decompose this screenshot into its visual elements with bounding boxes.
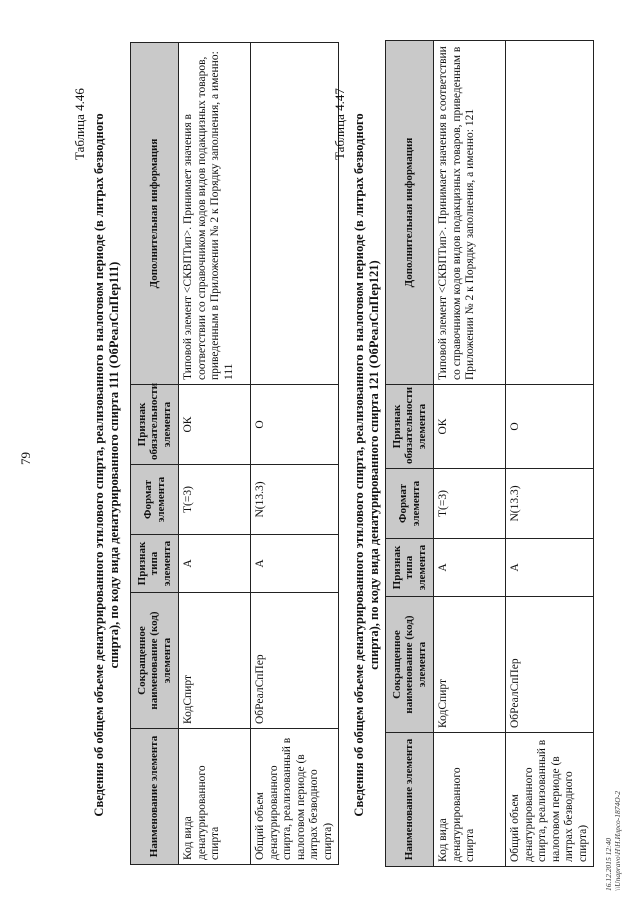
table-header-row	[131, 43, 179, 865]
table-title-line: Сведения об общем объеме денатурированного этилового спирта, реализованного в налоговом периоде (в литрах безводного	[352, 113, 366, 817]
table-cell: ОК	[179, 385, 251, 465]
table-cell: О	[251, 385, 339, 465]
table-header-row	[386, 41, 434, 867]
table-cell: О	[506, 385, 594, 469]
column-header: Признак обязательности элемента	[386, 385, 434, 469]
table-row	[251, 43, 339, 865]
page-number: 79	[18, 452, 33, 465]
table-cell: Код вида денатурированного спирта	[179, 729, 251, 865]
column-header: Сокращенное наименование (код) элемента	[131, 593, 179, 729]
table-number: Таблица 4.47	[332, 88, 347, 160]
table-cell: А	[179, 535, 251, 593]
table-cell: КодСпирт	[434, 597, 506, 733]
column-header: Признак типа элемента	[131, 535, 179, 593]
table-number: Таблица 4.46	[72, 88, 87, 160]
table-cell: ОбРеалСпПер	[251, 593, 339, 729]
column-header: Признак типа элемента	[386, 539, 434, 597]
table-cell: А	[506, 539, 594, 597]
table-cell: А	[251, 535, 339, 593]
table-row	[179, 43, 251, 865]
footer-stamp	[604, 791, 622, 891]
table-cell: КодСпирт	[179, 593, 251, 729]
table-cell: Т(=3)	[434, 469, 506, 539]
column-header: Формат элемента	[386, 469, 434, 539]
column-header: Формат элемента	[131, 465, 179, 535]
table-cell	[251, 43, 339, 385]
table-cell: Общий объем денатурированного спирта, реализованный в налоговом периоде (в литрах безводного спирта)	[251, 729, 339, 865]
table-cell: N(13.3)	[506, 469, 594, 539]
table-title-line: спирта), по коду вида денатурированного спирта 111 (ОбРеалСпПер111)	[107, 261, 121, 669]
column-header: Дополнительная информация	[386, 41, 434, 385]
footer-line: 16.12.2015 12:40	[604, 837, 613, 891]
table-row	[434, 41, 506, 867]
column-header: Дополнительная информация	[131, 43, 179, 385]
table-cell: Типовой элемент <СКВПТип>. Принимает значения в соответствии со справочником кодов видов подакцизных товаров, приведенным в Приложении № 2 к Порядку заполнения, а именно: 111	[179, 43, 251, 385]
table-title	[352, 65, 382, 865]
table-cell: Общий объем денатурированного спирта, реализованный в налоговом периоде (в литрах безводного спирта)	[506, 733, 594, 867]
column-header: Наименование элемента	[131, 729, 179, 865]
column-header: Наименование элемента	[386, 733, 434, 867]
table-cell: N(13.3)	[251, 465, 339, 535]
table-cell	[506, 41, 594, 385]
table-title-line: Сведения об общем объеме денатурированного этилового спирта, реализованного в налоговом периоде (в литрах безводного	[92, 113, 106, 817]
table-title	[92, 65, 122, 865]
column-header: Признак обязательности элемента	[131, 385, 179, 465]
table-cell: ОбРеалСпПер	[506, 597, 594, 733]
table-row	[506, 41, 594, 867]
data-table-2	[385, 40, 594, 867]
table-cell: Код вида денатурированного спирта	[434, 733, 506, 867]
table-cell: Типовой элемент <СКВПТип>. Принимает значения в соответствии со справочником кодов видов подакцизных товаров, приведенным в Приложении № 2 к Порядку заполнения, а именно: 121	[434, 41, 506, 385]
data-table-1	[130, 42, 339, 865]
table-cell: А	[434, 539, 506, 597]
footer-line: \\Unapravo\H\Н.Илрсо-1874О-2	[613, 791, 622, 891]
table-cell: Т(=3)	[179, 465, 251, 535]
table-cell: ОК	[434, 385, 506, 469]
column-header: Сокращенное наименование (код) элемента	[386, 597, 434, 733]
table-title-line: спирта), по коду вида денатурированного спирта 121 (ОбРеалСпПер121)	[367, 260, 381, 670]
